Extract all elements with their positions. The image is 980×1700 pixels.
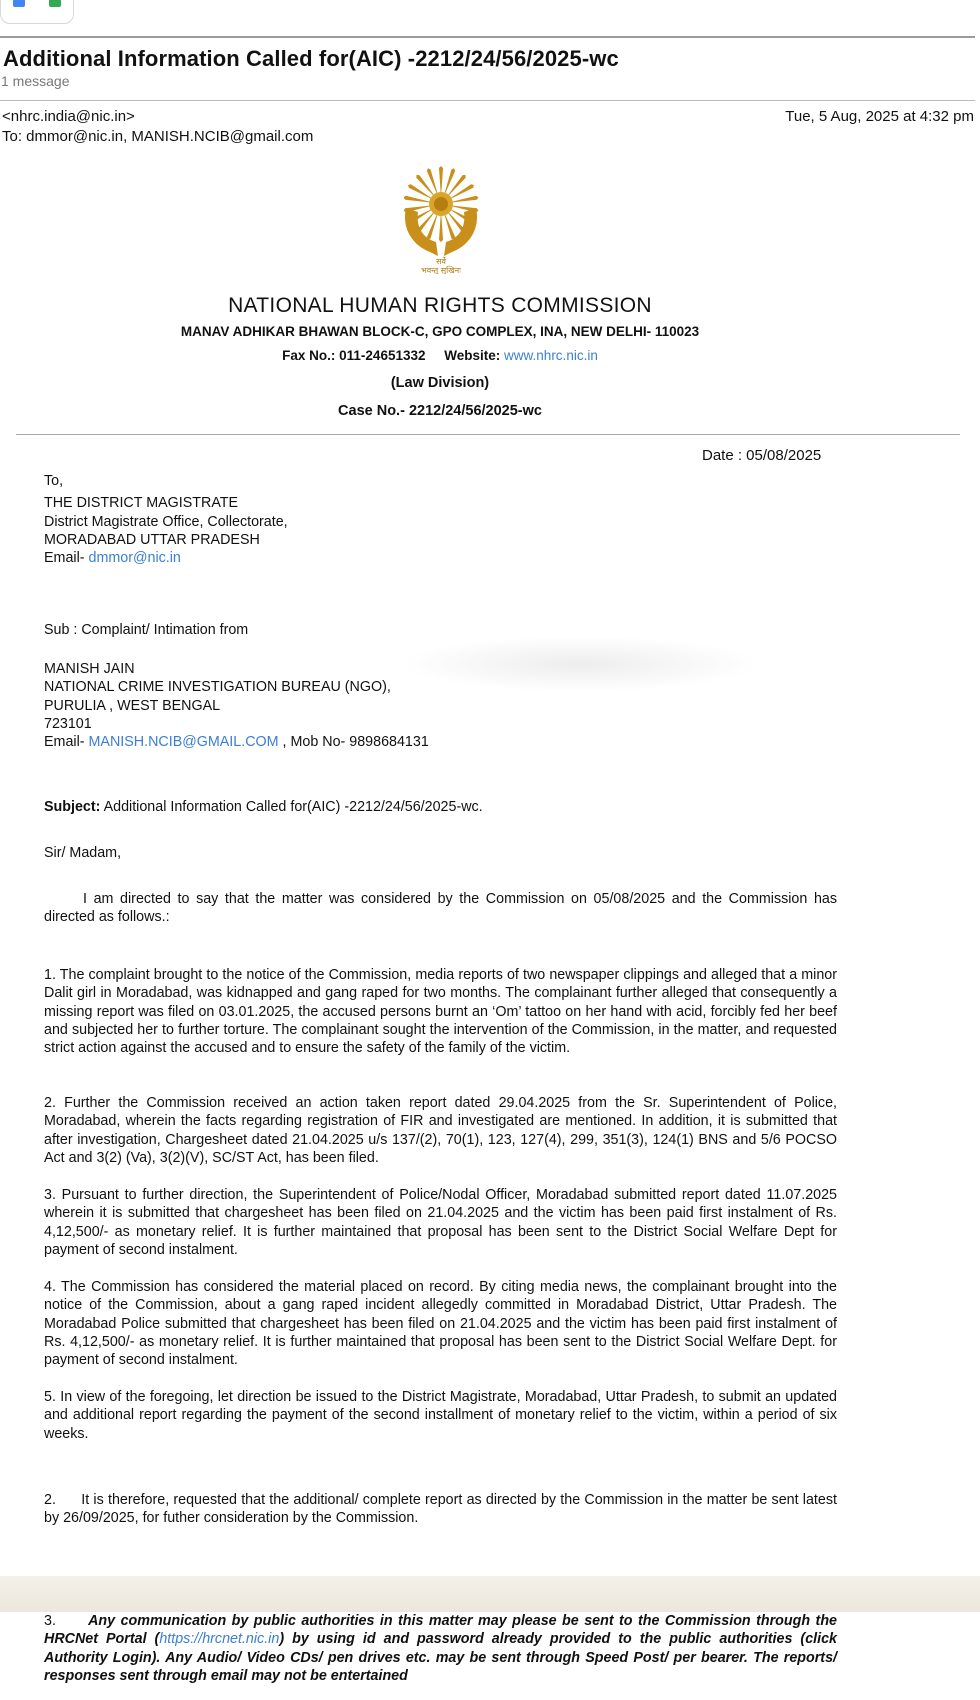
- point-3-text-b: ) by using id and password already provided to the public authorities (click Authority Login). Any Audio/ Video CDs/ pen drives etc. may be sent through Speed Post/ per bearer. The reports/ responses sent through email may not be entertained: [44, 1631, 837, 1684]
- recipient-email-link[interactable]: dmmor@nic.in: [88, 550, 181, 567]
- subject-line: [44, 798, 837, 816]
- recipient-line: District Magistrate Office, Collectorate,: [44, 513, 288, 530]
- paragraph-3: 3. Pursuant to further direction, the Superintendent of Police/Nodal Officer, Moradabad submitted report dated 11.07.2025 wherein it is submitted that chargesheet has been filed on 21.04.2025 and the victim has been paid first instalment of Rs. 4,12,500/- as monetary relief. It is further maintained that proposal has been sent to the District Social Welfare Dept for payment of second instalment.: [44, 1187, 837, 1258]
- letterhead-divider: [16, 434, 960, 435]
- header-divider: [0, 36, 975, 38]
- point-2-text: It is therefore, requested that the additional/ complete report as directed by the Commission in the matter be sent latest by 26/09/2025, for futher consideration by the Commission.: [44, 1492, 837, 1527]
- subject-label: Subject:: [44, 799, 101, 815]
- website-link[interactable]: www.nhrc.nic.in: [504, 348, 598, 363]
- email-label: Email-: [44, 734, 85, 751]
- email-subject: Additional Information Called for(AIC) -2212/24/56/2025-wc: [3, 46, 619, 71]
- point-3-text-a: Any communication by public authorities in this matter may please be sent to the Commission through the HRCNet Portal (: [44, 1613, 837, 1648]
- recipient-line: THE DISTRICT MAGISTRATE: [44, 495, 239, 512]
- fax-number: Fax No.: 011-24651332: [282, 348, 426, 363]
- subject-text: Additional Information Called for(AIC) -2212/24/56/2025-wc.: [100, 799, 483, 815]
- nhrc-logo-icon: [400, 162, 482, 274]
- website-label: Website:: [444, 348, 501, 363]
- recipient-email-line: [44, 549, 837, 567]
- recipient-line: MORADABAD UTTAR PRADESH: [44, 531, 260, 548]
- sub-line: Sub : Complaint/ Intimation from: [44, 622, 249, 638]
- svg-text:सर्वे: सर्वे: [436, 257, 446, 266]
- green-mark-icon: [49, 0, 61, 7]
- complainant-contact-line: [44, 733, 837, 751]
- blue-mark-icon: [13, 0, 25, 7]
- sender-address[interactable]: <nhrc.india@nic.in>: [2, 108, 135, 125]
- complainant-line: 723101: [44, 715, 92, 732]
- complainant-line: MANISH JAIN: [44, 661, 135, 677]
- point-2-number: 2.: [44, 1492, 56, 1508]
- point-2: [44, 1491, 837, 1528]
- complainant-line: NATIONAL CRIME INVESTIGATION BUREAU (NGO),: [44, 679, 391, 696]
- hrcnet-link[interactable]: https://hrcnet.nic.in: [159, 1631, 280, 1648]
- paragraph-1: 1. The complaint brought to the notice of the Commission, media reports of two newspaper clippings and alleged that a minor Dalit girl in Moradabad, was kidnapped and gang raped for two months. The complainant further alleged that consequently a missing report was filed on 03.01.2025, the accused persons burnt an ‘Om’ tattoo on her hand with acid, forcibly fed her beef and subjected her to further torture. The complainant sought the intervention of the Commission, in the matter, and requested strict action against the accused and to ensure the safety of the family of the victim.: [44, 967, 837, 1057]
- fax-website-line: [0, 348, 880, 363]
- intro-paragraph: I am directed to say that the matter was considered by the Commission on 05/08/2025 and the Commission has directed as follows.:: [44, 891, 837, 926]
- email-date: Tue, 5 Aug, 2025 at 4:32 pm: [785, 108, 974, 125]
- paragraph-4: 4. The Commission has considered the material placed on record. By citing media news, the complainant brought into the notice of the Commission, about a gang raped incident allegedly committed in Moradabad District, Uttar Pradesh. The Moradabad Police submitted that chargesheet has been filed on 21.04.2025 and the victim has been paid first instalment of Rs. 4,12,500/- as monetary relief. It is further maintained that proposal has been sent to the District Social Welfare Dept. for payment of second instalment.: [44, 1279, 837, 1369]
- thread-divider: [0, 100, 975, 101]
- complainant-line: PURULIA , WEST BENGAL: [44, 697, 221, 714]
- complainant-block: [44, 660, 837, 751]
- recipients-line: To: dmmor@nic.in, MANISH.NCIB@gmail.com: [2, 128, 314, 145]
- paragraph-5: 5. In view of the foregoing, let direction be issued to the District Magistrate, Moradabad, Uttar Pradesh, to submit an updated and additional report regarding the payment of the second installment of monetary relief to the victim, within a period of six weeks.: [44, 1389, 837, 1442]
- point-3-number: 3.: [44, 1613, 56, 1629]
- org-address: MANAV ADHIKAR BHAWAN BLOCK-C, GPO COMPLEX, INA, NEW DELHI- 110023: [180, 324, 700, 339]
- org-name: NATIONAL HUMAN RIGHTS COMMISSION: [228, 294, 652, 317]
- salutation: Sir/ Madam,: [44, 845, 122, 861]
- svg-text:भवन्तु सुखिनः: भवन्तु सुखिनः: [421, 266, 461, 274]
- paragraph-2: 2. Further the Commission received an action taken report dated 29.04.2025 from the Sr. Superintendent of Police, Moradabad, wherein the facts regarding registration of FIR and investigated are mentioned. In addition, it is submitted that after investigation, Chargesheet dated 21.04.2025 u/s 137/(2), 70(1), 123, 127(4), 299, 351(3), 124(1) BNS and 5/6 POCSO Act and 3(2) (Va), 3(2)(V), SC/ST Act, has been filed.: [44, 1095, 837, 1166]
- point-3: [44, 1612, 837, 1685]
- to-label: To,: [44, 473, 64, 489]
- case-number: Case No.- 2212/24/56/2025-wc: [338, 403, 542, 419]
- email-label: Email-: [44, 550, 85, 567]
- recipient-block: [44, 472, 837, 567]
- page-break-band: [0, 1576, 980, 1612]
- letter-date: Date : 05/08/2025: [702, 447, 822, 464]
- app-chip[interactable]: [0, 0, 74, 24]
- complainant-email-link[interactable]: MANISH.NCIB@GMAIL.COM: [88, 734, 279, 751]
- message-count: 1 message: [1, 73, 70, 89]
- mobile-number: , Mob No- 9898684131: [278, 734, 429, 751]
- division: (Law Division): [390, 375, 490, 391]
